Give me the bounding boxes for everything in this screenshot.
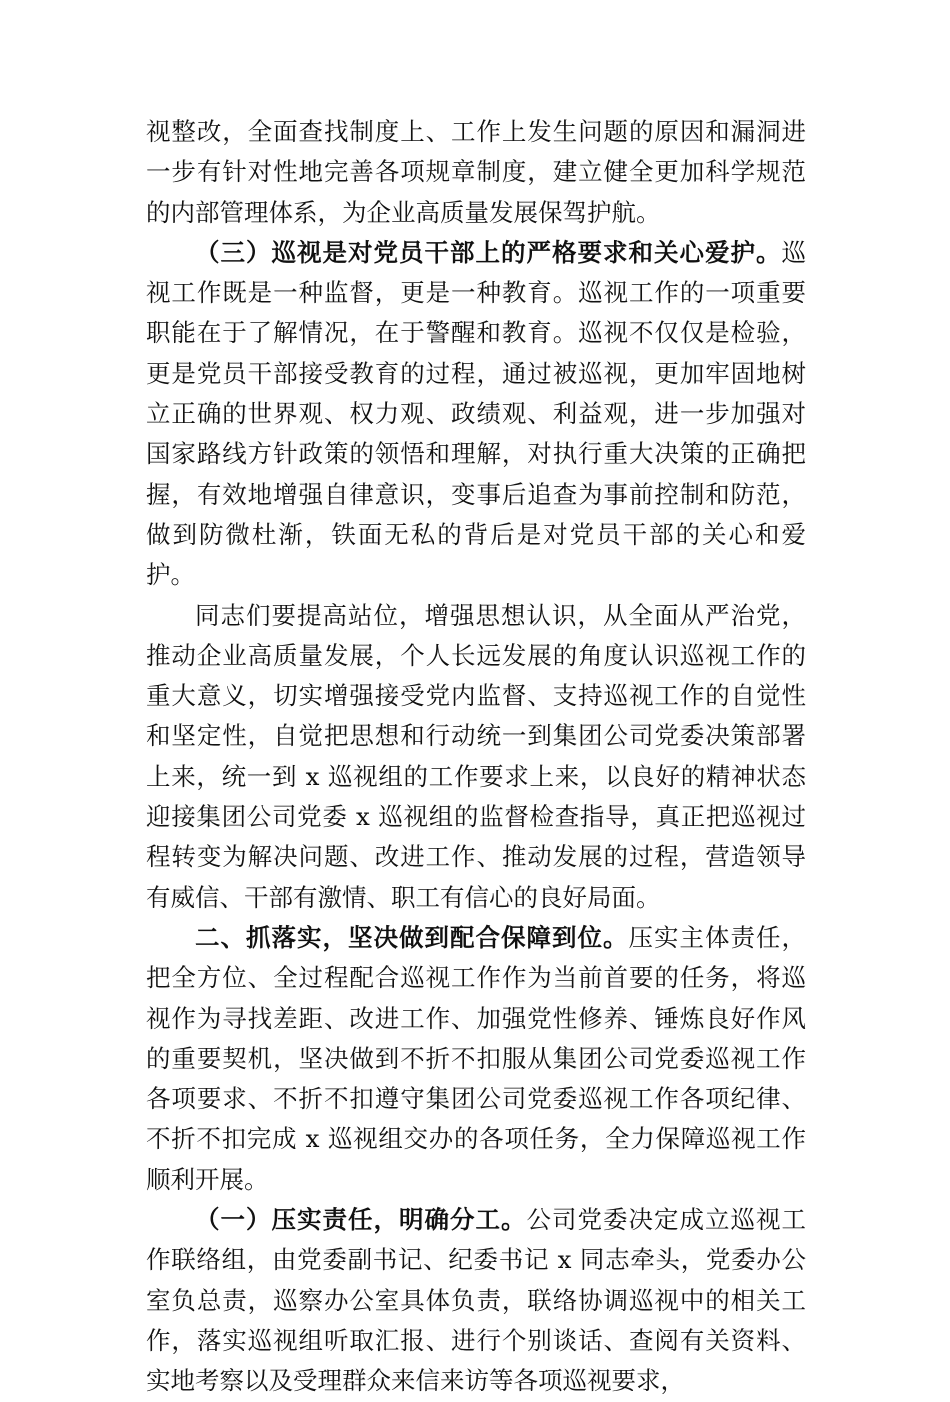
section-subheading: （一）压实责任，明确分工。 [195,1205,527,1235]
paragraph-text: 同志们要提高站位，增强思想认识，从全面从严治党，推动企业高质量发展，个人长远发展的角度认识巡视工作的重大意义，切实增强接受党内监督、支持巡视工作的自觉性和坚定性，自觉把思想和行动统一到集团公司党委决策部署上来，统一到 x 巡视组的工作要求上来，以良好的精神状态迎接集团公司党委 x 巡视组的监督检查指导，真正把巡视过程转变为解决问题、改进工作、推动发展的过程，营造领导有威信、干部有激情、职工有信心的良好局面。 [146,600,806,912]
paragraph-text: 巡视工作既是一种监督，更是一种教育。巡视工作的一项重要职能在于了解情况，在于警醒和教育。巡视不仅仅是检验，更是党员干部接受教育的过程，通过被巡视，更加牢固地树立正确的世界观、权力观、政绩观、利益观，进一步加强对国家路线方针政策的领悟和理解，对执行重大决策的正确把握，有效地增强自律意识，变事后追查为事前控制和防范，做到防微杜渐，铁面无私的背后是对党员干部的关心和爱护。 [146,237,806,590]
document-body [146,112,806,1402]
paragraph-text: 压实主体责任，把全方位、全过程配合巡视工作作为当前首要的任务，将巡视作为寻找差距、改进工作、加强党性修养、锤炼良好作风的重要契机，坚决做到不折不扣服从集团公司党委巡视工作各项要求、不折不扣遵守集团公司党委巡视工作各项纪律、不折不扣完成 x 巡视组交办的各项任务，全力保障巡视工作顺利开展。 [146,922,806,1194]
paragraph-text: 视整改，全面查找制度上、工作上发生问题的原因和漏洞进一步有针对性地完善各项规章制度，建立健全更加科学规范的内部管理体系，为企业高质量发展保驾护航。 [146,117,806,227]
paragraph-inspection-education [146,233,806,596]
paragraph-implementation [146,918,806,1200]
paragraph-text: 公司党委决定成立巡视工作联络组，由党委副书记、纪委书记 x 同志牵头，党委办公室负总责，巡察办公室具体负责，联络协调巡视中的相关工作，落实巡视组听取汇报、进行个别谈话、查阅有关资料、实地考察以及受理群众来信来访等各项巡视要求， [146,1205,806,1396]
section-subheading: （三）巡视是对党员干部上的严格要求和关心爱护。 [195,237,782,267]
paragraph-comrades-awareness [146,596,806,918]
paragraph-responsibility [146,1200,806,1401]
section-heading: 二、抓落实，坚决做到配合保障到位。 [195,922,629,952]
paragraph-rectification-continued [146,112,806,233]
